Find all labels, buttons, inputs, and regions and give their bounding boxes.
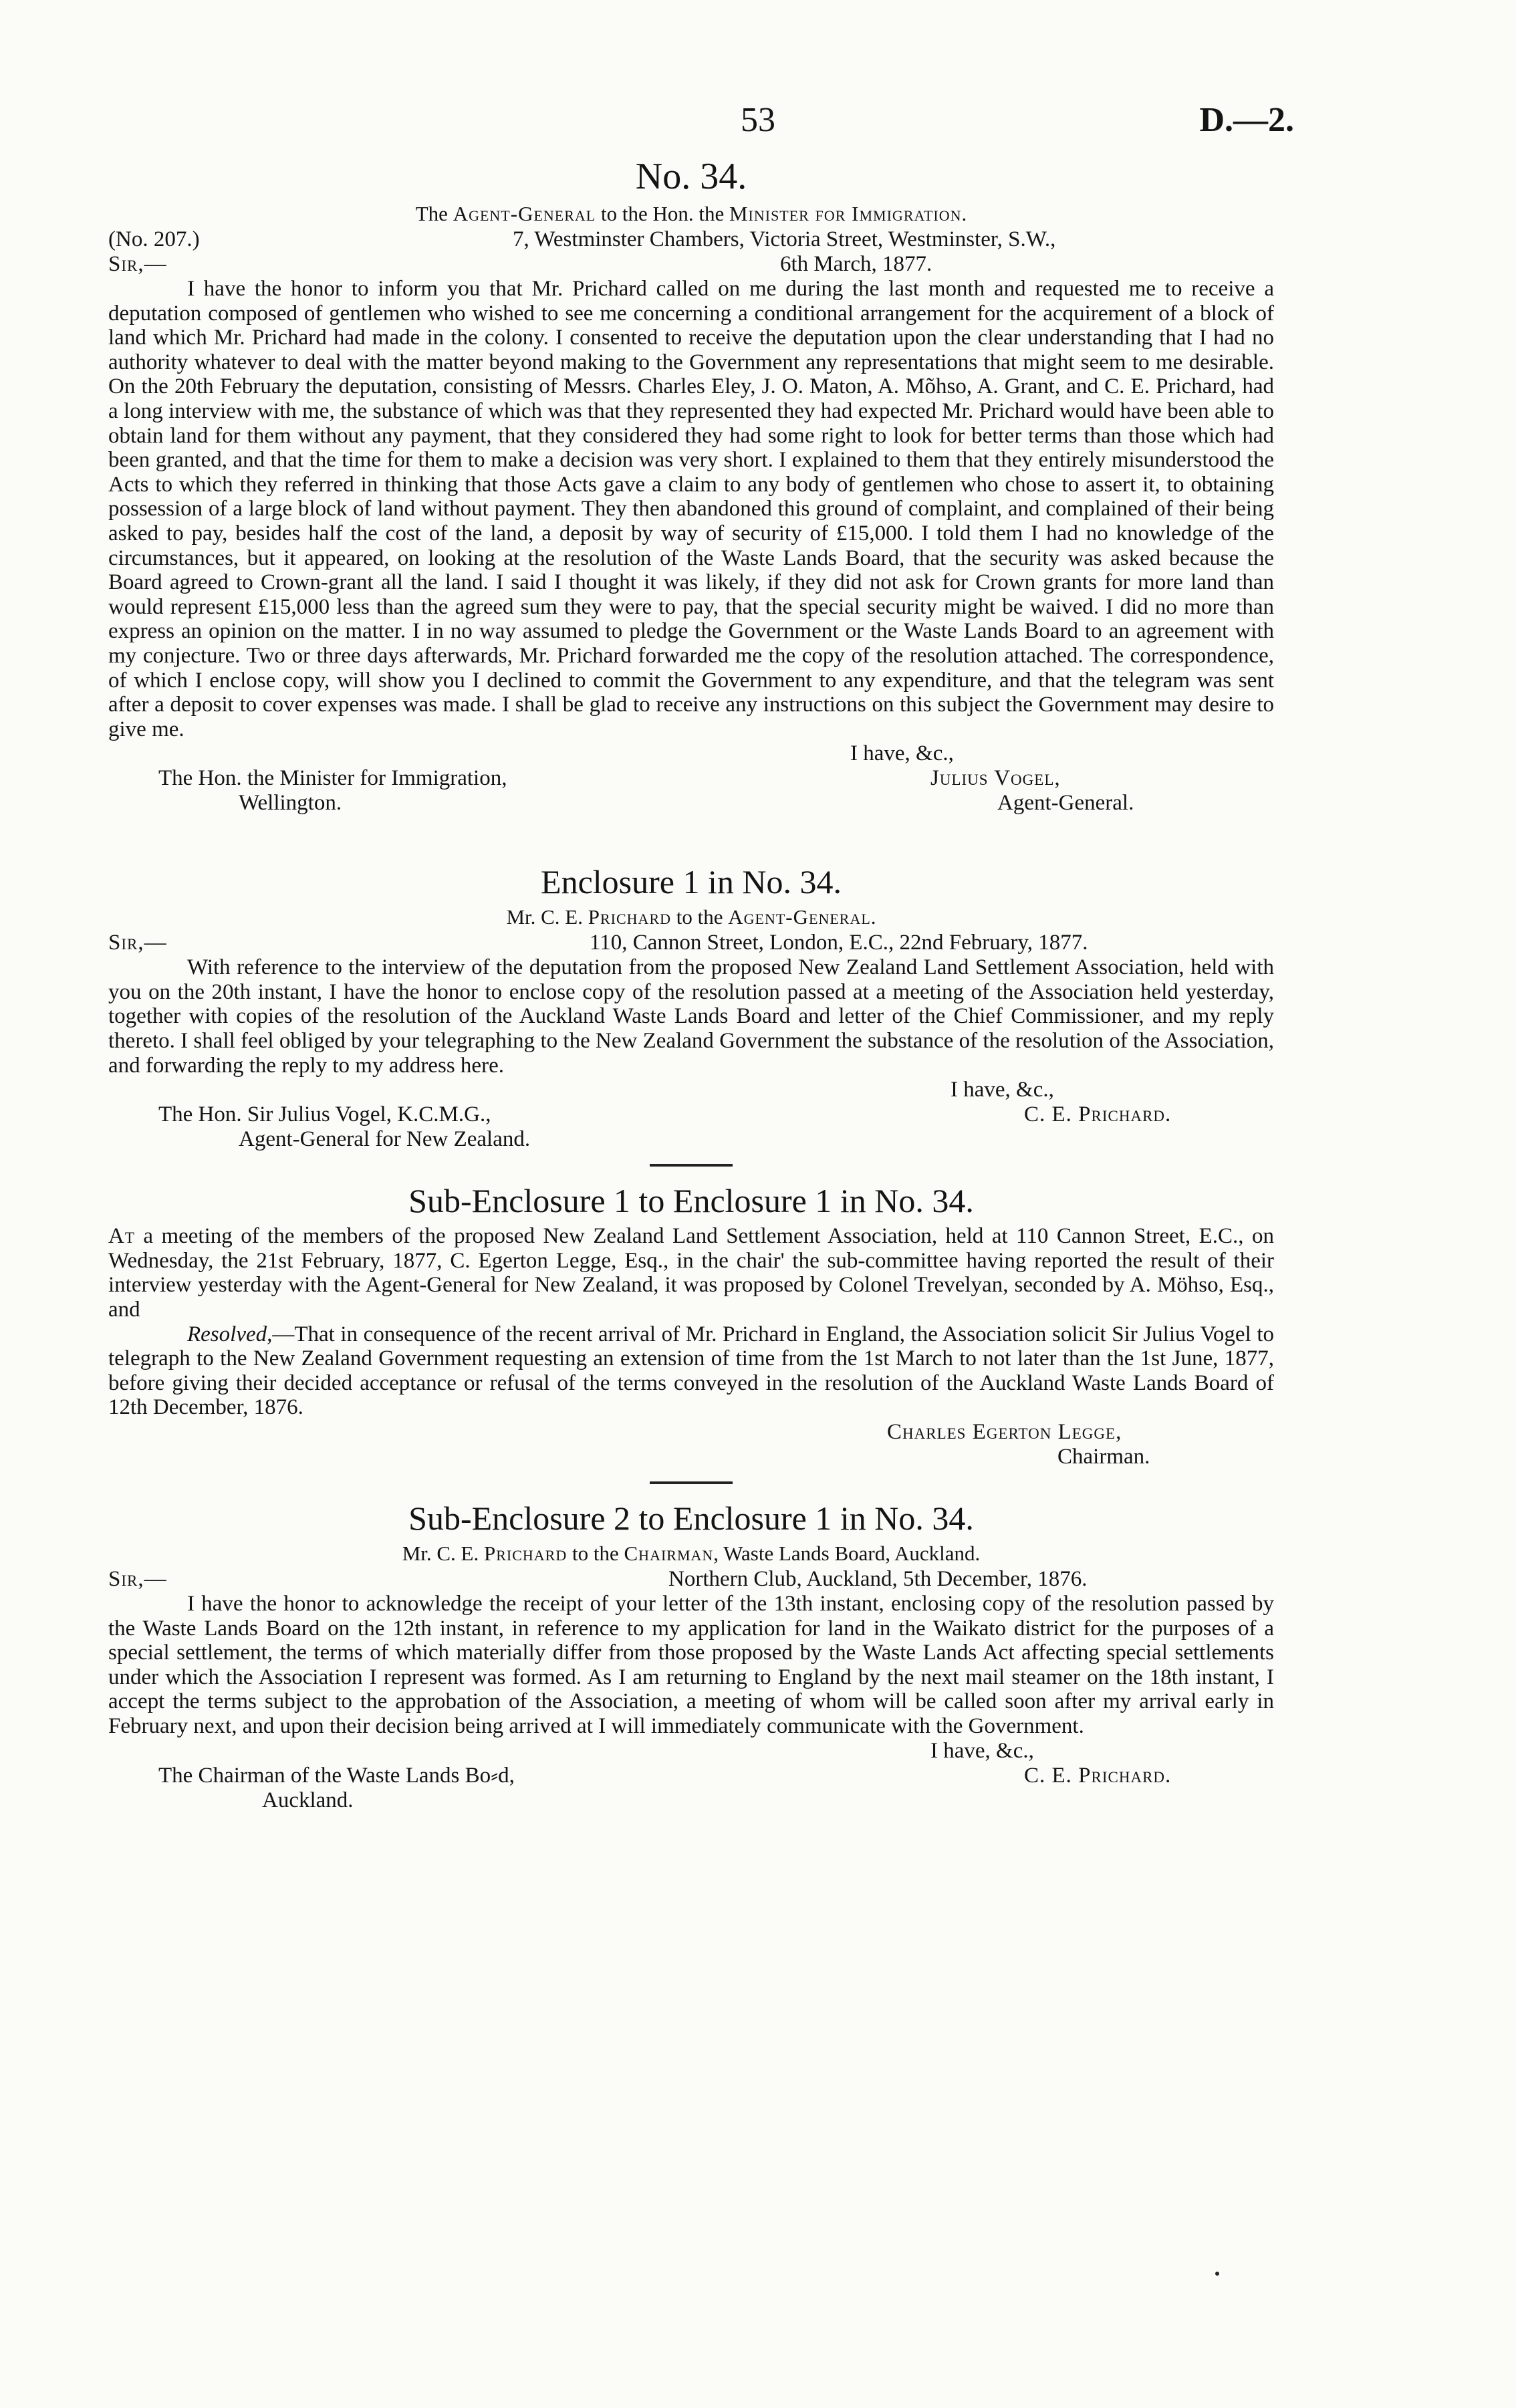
enclosure-1 [108, 862, 1274, 1152]
resolution-paragraph: Resolved,—That in consequence of the recent arrival of Mr. Prichard in England, the Association solicit Sir Julius Vogel to telegraph to the New Zealand Government requesting an extension of time from the 1st March to not later than the 1st June, 1877, before giving their decided acceptance or refusal of the terms conveyed in the resolution of the Auckland Waste Lands Board of 12th December, 1876. [108, 1322, 1274, 1420]
page-number: 53 [741, 101, 775, 139]
addressee-line-2: Wellington. [239, 791, 342, 816]
sender-address: 110, Cannon Street, London, E.C., 22nd February, 1877. [590, 931, 1088, 955]
sender-address: Northern Club, Auckland, 5th December, 1876. [668, 1567, 1088, 1591]
section-title: Sub-Enclosure 1 to Enclosure 1 in No. 34. [408, 1182, 974, 1220]
section-subtitle: The Agent-General to the Hon. the Minister for Immigration. [415, 202, 967, 225]
signature-block [108, 741, 1274, 816]
letter-body: With reference to the interview of the deputation from the proposed New Zealand Land Settlement Association, held with you on the 20th instant, I have the honor to enclose copy of the resolution passed at a meeting of the Association held yesterday, together with copies of the resolution of the Auckland Waste Lands Board and letter of the Chief Commissioner, and my reply thereto. I shall feel obliged by your telegraphing to the New Zealand Government the substance of the resolution of the Association, and forwarding the reply to my address here. [108, 955, 1274, 1078]
section-title: No. 34. [635, 156, 747, 197]
letter-body: I have the honor to acknowledge the receipt of your letter of the 13th instant, enclosing copy of the resolution passed by the Waste Lands Board on the 12th instant, in reference to my application for land in the Waikato district for the purposes of a special settlement, the terms of which materially differ from those proposed by the Waste Lands Act affecting special settlements under which the Association I represent was formed. As I am returning to England by the next mail steamer on the 18th instant, I accept the terms subject to the approbation of the Association, a meeting of whom will be called soon after my arrival early in February next, and upon their decision being arrived at I will immediately communicate with the Government. [108, 1592, 1274, 1738]
addressee-line-1: The Hon. the Minister for Immigration, [158, 766, 507, 791]
spacer [108, 816, 1274, 862]
signer-title: Agent-General. [997, 791, 1134, 816]
page-header [0, 100, 1516, 147]
salutation-line [108, 931, 1274, 955]
signer-title: Chairman. [1057, 1445, 1150, 1469]
salutation: Sir,— [108, 931, 167, 955]
page-content [108, 155, 1274, 1813]
closing: I have, &c., [850, 741, 954, 766]
reference-number: (No. 207.) [108, 227, 200, 251]
stray-mark [1215, 2272, 1219, 2276]
addressee-line-2: Agent-General for New Zealand. [239, 1127, 531, 1152]
letter-date: 6th March, 1877. [780, 252, 932, 276]
section-title: Sub-Enclosure 2 to Enclosure 1 in No. 34. [408, 1499, 974, 1537]
signature-block [108, 1420, 1274, 1469]
letter-body: I have the honor to inform you that Mr. Prichard called on me during the last month and requested me to receive a deputation composed of gentlemen who wished to see me concerning a conditional arrangement for the acquirement of a block of land which Mr. Prichard had made in the colony. I consented to receive the deputation upon the clear understanding that I had no authority whatever to deal with the matter beyond making to the Government any representations that might seem to me desirable. On the 20th February the deputation, consisting of Messrs. Charles Eley, J. O. Maton, A. Mõhso, A. Grant, and C. E. Prichard, had a long interview with me, the substance of which was that they represented they had expected Mr. Prichard would have been able to obtain land for them without any payment, that they considered they had some right to look for better terms than those which had been granted, and that the time for them to make a decision was very short. I explained to them that they entirely misunderstood the Acts to which they referred in thinking that those Acts gave a claim to any body of gentlemen who chose to assert it, to obtaining possession of a large block of land without payment. They then abandoned this ground of complaint, and complained of their being asked to pay, besides half the cost of the land, a deposit by way of security of £15,000. I told them I had no knowledge of the circumstances, but it appeared, on looking at the resolution of the Waste Lands Board, that the security was asked because the Board agreed to Crown-grant all the land. I said I thought it was likely, if they did not ask for Crown grants for more land than would represent £15,000 less than the agreed sum they were to pay, that the special security might be waived. I did no more than express an opinion on the matter. I in no way assumed to pledge the Government or the Waste Lands Board to an agreement with my conjecture. Two or three days afterwards, Mr. Prichard forwarded me the copy of the resolution attached. The correspondence, of which I enclose copy, will show you I declined to commit the Government to any expenditure, and that the telegram was sent after a deposit to cover expenses was made. I shall be glad to receive any instructions on this subject the Government may desire to give me. [108, 277, 1274, 741]
sub-enclosure-2 [108, 1499, 1274, 1813]
salutation: Sir,— [108, 1567, 167, 1591]
closing: I have, &c., [951, 1078, 1054, 1102]
addressee-line-1: The Hon. Sir Julius Vogel, K.C.M.G., [158, 1102, 491, 1127]
meeting-paragraph: At a meeting of the members of the proposed New Zealand Land Settlement Association, held at 110 Cannon Street, E.C., on Wednesday, the 21st February, 1877, C. Egerton Legge, Esq., in the chair' the sub-committee having reported the result of their interview yesterday with the Agent-General for New Zealand, it was proposed by Colonel Trevelyan, seconded by A. Möhso, Esq., and [108, 1224, 1274, 1322]
sender-address: 7, Westminster Chambers, Victoria Street, Westminster, S.W., [513, 227, 1056, 251]
document-reference: D.—2. [1199, 101, 1294, 139]
sub-enclosure-1 [108, 1181, 1274, 1469]
signature-block [108, 1078, 1274, 1152]
closing: I have, &c., [930, 1738, 1034, 1763]
signer-name: C. E. Prichard. [1024, 1763, 1172, 1788]
section-divider [650, 1481, 733, 1484]
reference-line [108, 227, 1274, 252]
section-divider [650, 1164, 733, 1167]
signer-name: Charles Egerton Legge, [887, 1420, 1122, 1444]
section-subtitle: Mr. C. E. Prichard to the Chairman, Waste Lands Board, Auckland. [402, 1542, 981, 1565]
signature-block [108, 1739, 1274, 1813]
addressee-line-2: Auckland. [262, 1788, 354, 1812]
letter-no-34 [108, 155, 1274, 816]
signer-name: C. E. Prichard. [1024, 1102, 1172, 1127]
section-title: Enclosure 1 in No. 34. [541, 863, 842, 901]
salutation-line [108, 1567, 1274, 1592]
salutation: Sir,— [108, 252, 167, 276]
signer-name: Julius Vogel, [930, 766, 1061, 791]
addressee-line-1: The Chairman of the Waste Lands Bo⸗d, [158, 1763, 515, 1788]
section-subtitle: Mr. C. E. Prichard to the Agent-General. [506, 905, 876, 929]
salutation-line [108, 252, 1274, 277]
